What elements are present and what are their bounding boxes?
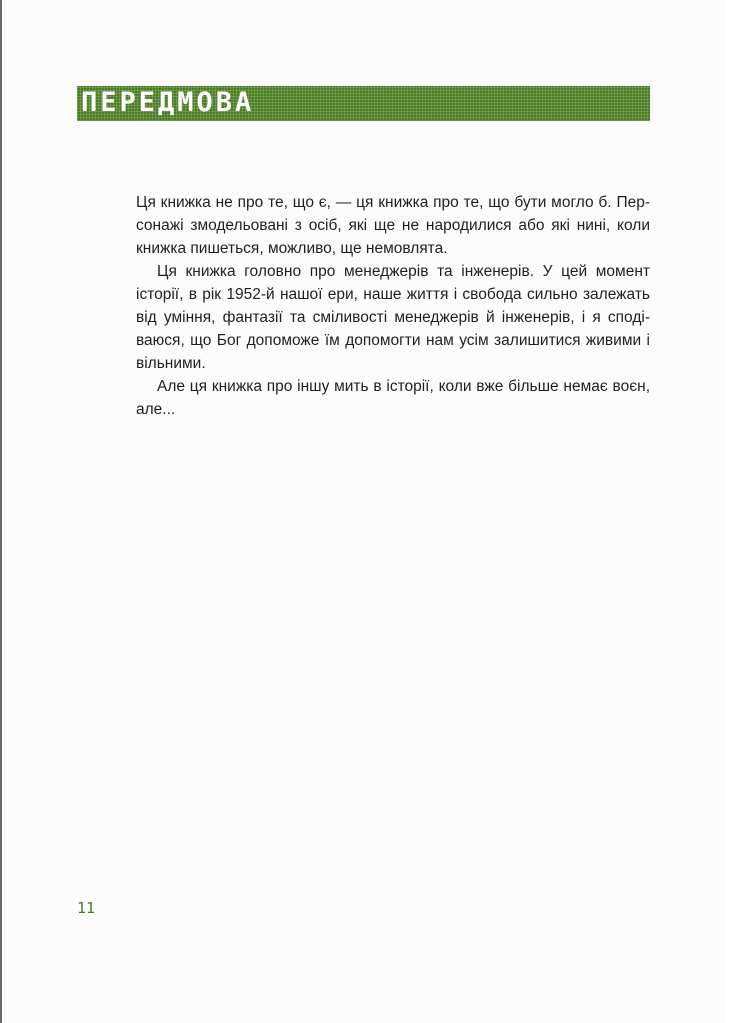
body-text <box>136 191 650 421</box>
page-edge <box>0 0 2 1023</box>
chapter-title-band <box>77 86 650 121</box>
book-page <box>4 0 726 1023</box>
paragraph-1: Ця книжка не про те, що є, — ця книжка про те, що бути могло б. Персонажі змодельовані з осіб, які ще не народилися або які нині, коли книжка пишеться, можливо, ще немовлята. <box>136 194 650 257</box>
paragraph-2: Ця книжка головно про менеджерів та інженерів. У цей момент історії, в рік 1952-й нашої ери, наше життя і свобода сильно залежать від уміння, фантазії та сміливості менеджерів й інженерів, і я сподіваюся, що Бог допоможе їм допомогти нам усім залишитися живими і вільними. <box>136 263 650 372</box>
paragraph-3: Але ця книжка про іншу мить в історії, коли вже більше немає воєн, але... <box>136 378 650 418</box>
chapter-title: ПЕРЕДМОВА <box>81 87 255 118</box>
page-number: 11 <box>77 899 96 917</box>
